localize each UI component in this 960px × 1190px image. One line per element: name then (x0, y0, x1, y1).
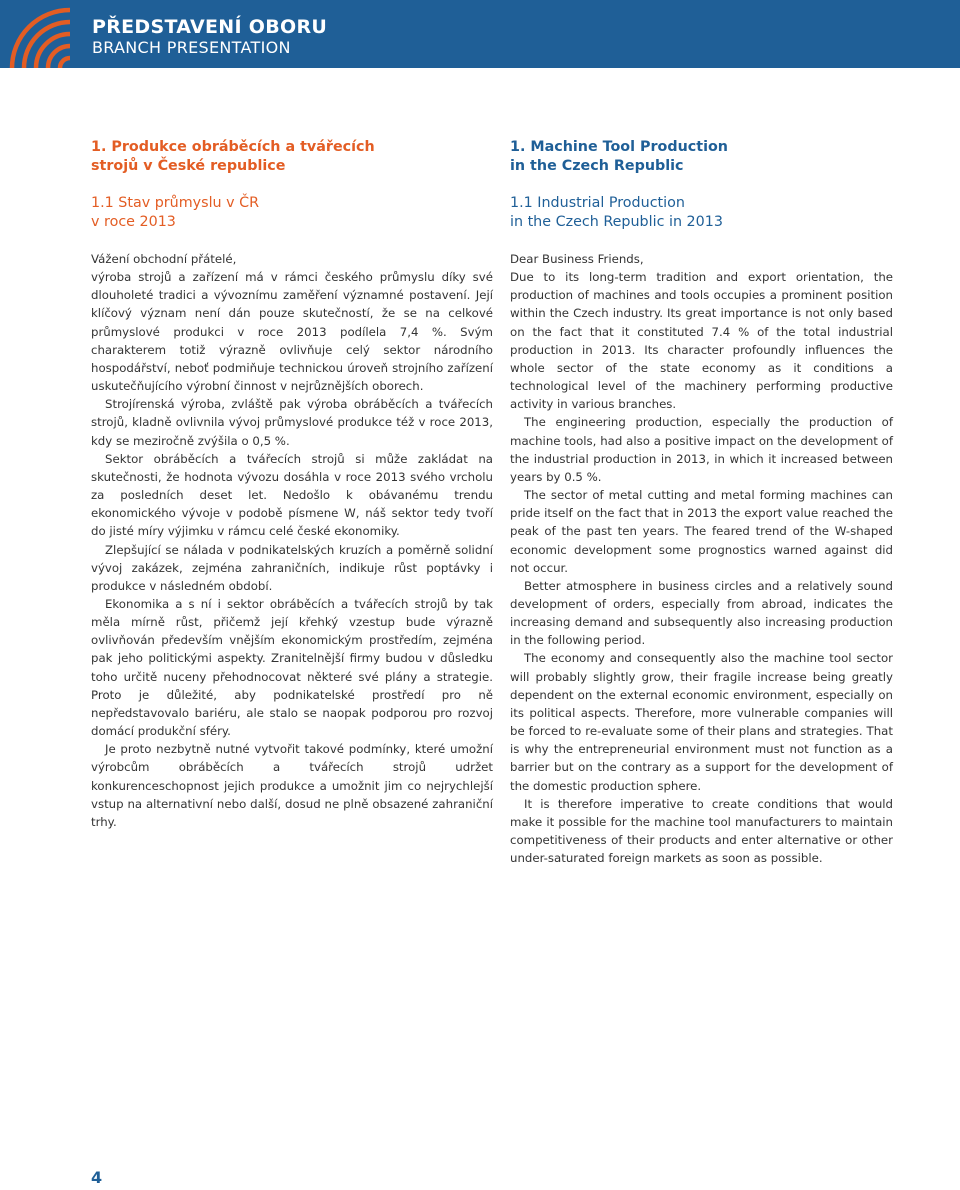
english-section-heading-line: 1. Machine Tool Production (510, 139, 728, 155)
czech-section-heading (91, 138, 493, 176)
english-section-heading (510, 138, 893, 176)
czech-paragraph: Sektor obráběcích a tvářecích strojů si může zakládat na skutečnosti, že hodnota vývozu dosáhla v roce 2013 svého vrcholu za posledních deset let. Nedošlo k obávanému trendu ekonomického vývoje v podobě písmene W, náš sektor tedy tvoří do jisté míry výjimku v rámcu celé české ekonomiky. (91, 451, 493, 539)
czech-subsection-heading-line: 1.1 Stav průmyslu v ČR (91, 195, 260, 211)
english-paragraph: The engineering production, especially the production of machine tools, had also a positive impact on the development of the industrial production in 2013, in which it increased between years by 0.5 %. (510, 415, 893, 484)
english-subsection-heading-line: in the Czech Republic in 2013 (510, 214, 723, 230)
english-section-heading-line: in the Czech Republic (510, 158, 684, 174)
concentric-arc-logo-icon (0, 0, 90, 68)
english-paragraph: Better atmosphere in business circles and a relatively sound development of orders, especially from abroad, indicates the increasing demand and subsequently also increasing production in the following period. (510, 578, 893, 648)
czech-subsection-heading-line: v roce 2013 (91, 214, 176, 230)
czech-column (91, 138, 493, 831)
english-subsection-heading (510, 194, 893, 232)
czech-paragraph: Zlepšující se nálada v podnikatelských kruzích a poměrně solidní vývoj zakázek, zejména zahraničních, indikuje růst poptávky i produkce v následném období. (91, 542, 493, 593)
page-number: 4 (91, 1168, 103, 1187)
header-banner (0, 0, 960, 68)
czech-paragraph: Strojírenská výroba, zvláště pak výroba obráběcích a tvářecích strojů, kladně ovlivnila vývoj průmyslové produkce též v roce 2013, kdy se meziročně zvýšila o 0,5 %. (91, 397, 493, 448)
english-subsection-heading-line: 1.1 Industrial Production (510, 195, 685, 211)
header-titles (92, 18, 327, 56)
english-paragraph: Due to its long-term tradition and export orientation, the production of machines and tools occupies a prominent position within the Czech industry. Its great importance is not only based on the fact that it constituted 7.4 % of the total industrial production in 2013. Its character profoundly influences the whole sector of the state economy as it conditions a technological level of the machinery performing productive activity in various branches. (510, 270, 893, 412)
czech-paragraph: Je proto nezbytně nutné vytvořit takové podmínky, které umožní výrobcům obráběcích a tvářecích strojů udržet konkurenceschopnost jejich produkce a umožnit jim co nejrychlejší vstup na alternativní nebo další, dosud ne plně obsazené zahraniční trhy. (91, 742, 493, 829)
czech-paragraph: Ekonomika a s ní i sektor obráběcích a tvářecích strojů by tak měla mírně růst, přičemž její křehký vzestup bude výrazně ovlivňován především vnějším ekonomickým prostředím, zejména pak jeho politickými aspekty. Zranitelnější firmy budou v důsledku toho určitě nuceny přehodnocovat některé své plány a strategie. Proto je důležité, aby podnikatelské prostředí pro ně nepředstavovalo bariéru, ale stalo se naopak podporou pro rozvoj domácí produkční sféry. (91, 596, 493, 739)
czech-greeting: Vážení obchodní přátelé, (91, 252, 237, 266)
czech-body-text (91, 250, 493, 831)
header-title-en: BRANCH PRESENTATION (92, 38, 291, 57)
english-paragraph: It is therefore imperative to create conditions that would make it possible for the machine tool manufacturers to maintain competitiveness of their products and enter alternative or other under-saturated foreign markets as soon as possible. (510, 796, 893, 866)
english-paragraph: The sector of metal cutting and metal forming machines can pride itself on the fact that in 2013 the export value reached the peak of the past ten years. The feared trend of the W-shaped economic development some prognostics warned against did not occur. (510, 488, 893, 575)
czech-paragraph: výroba strojů a zařízení má v rámci českého průmyslu díky své dlouholeté tradici a vývoznímu zaměření významné postavení. Její klíčový význam není dán pouze skutečností, že se na celkové průmyslové produkci v roce 2013 podílela 7,4 %. Svým charakterem totiž výrazně ovlivňuje celý sektor národního hospodářství, neboť podmiňuje technickou úroveň strojního zařízení uskutečňujícího výrobní činnost v nejrůznějších oborech. (91, 270, 493, 394)
english-body-text (510, 250, 893, 867)
english-greeting: Dear Business Friends, (510, 252, 644, 266)
czech-section-heading-line: strojů v České republice (91, 158, 286, 174)
czech-section-heading-line: 1. Produkce obráběcích a tvářecích (91, 139, 375, 155)
english-paragraph: The economy and consequently also the machine tool sector will probably slightly grow, their fragile increase being greatly dependent on the external economic environment, especially on its political aspects. Therefore, more vulnerable companies will be forced to re-evaluate some of their plans and strategies. That is why the entrepreneurial environment must not function as a barrier but on the contrary as a support for the development of the domestic production sphere. (510, 651, 893, 793)
header-title-cz: PŘEDSTAVENÍ OBORU (92, 16, 328, 38)
english-column (510, 138, 893, 867)
czech-subsection-heading (91, 194, 493, 232)
